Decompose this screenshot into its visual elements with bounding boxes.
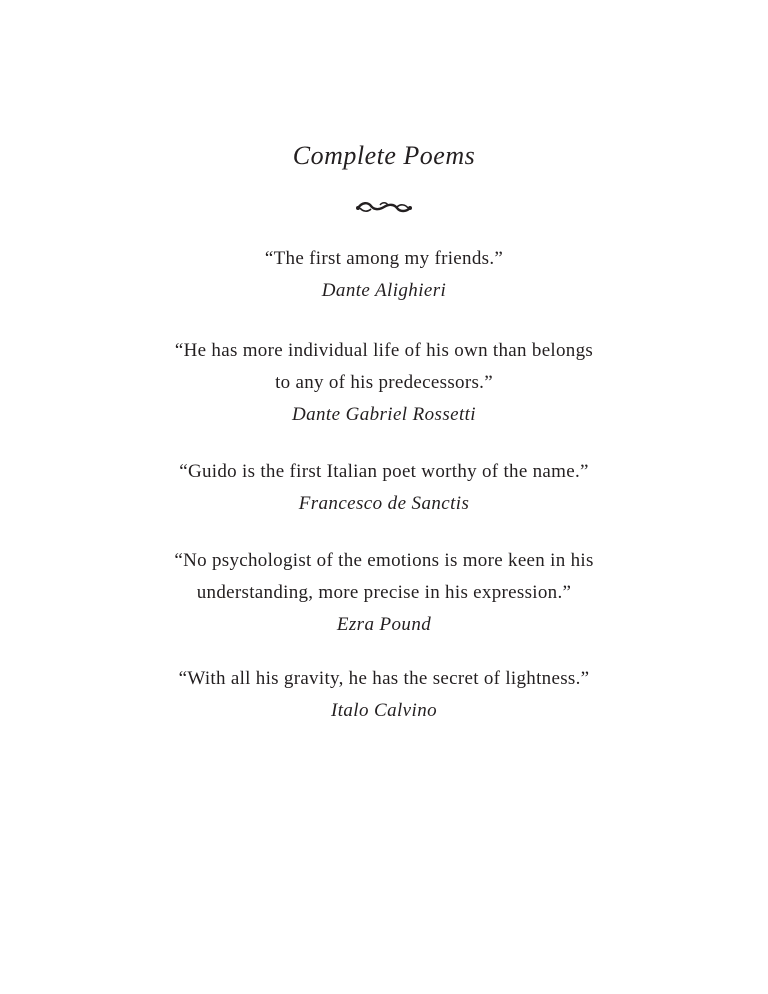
quote-author: Dante Gabriel Rossetti	[291, 404, 476, 425]
quote-block	[0, 663, 768, 727]
quote-text: “Guido is the first Italian poet worthy of the name.”	[179, 461, 589, 482]
quote-author: Ezra Pound	[336, 614, 432, 635]
quote-author: Italo Calvino	[331, 700, 437, 721]
quote-text: “The first among my friends.”	[264, 248, 504, 269]
quote-text: “He has more individual life of his own than belongs	[174, 340, 594, 361]
quote-text: to any of his predecessors.”	[275, 372, 493, 393]
quote-block	[0, 545, 768, 641]
quote-text: “With all his gravity, he has the secret of lightness.”	[178, 668, 590, 689]
quote-text: “No psychologist of the emotions is more keen in his	[174, 550, 594, 571]
quote-author: Francesco de Sanctis	[298, 493, 470, 514]
page-title: Complete Poems	[292, 141, 476, 170]
quote-author: Dante Alighieri	[321, 280, 447, 301]
quote-block	[0, 456, 768, 520]
quote-block	[0, 335, 768, 431]
fleuron-ornament-icon	[354, 196, 414, 220]
quote-text: understanding, more precise in his expression.”	[196, 582, 572, 603]
quote-block	[0, 243, 768, 307]
